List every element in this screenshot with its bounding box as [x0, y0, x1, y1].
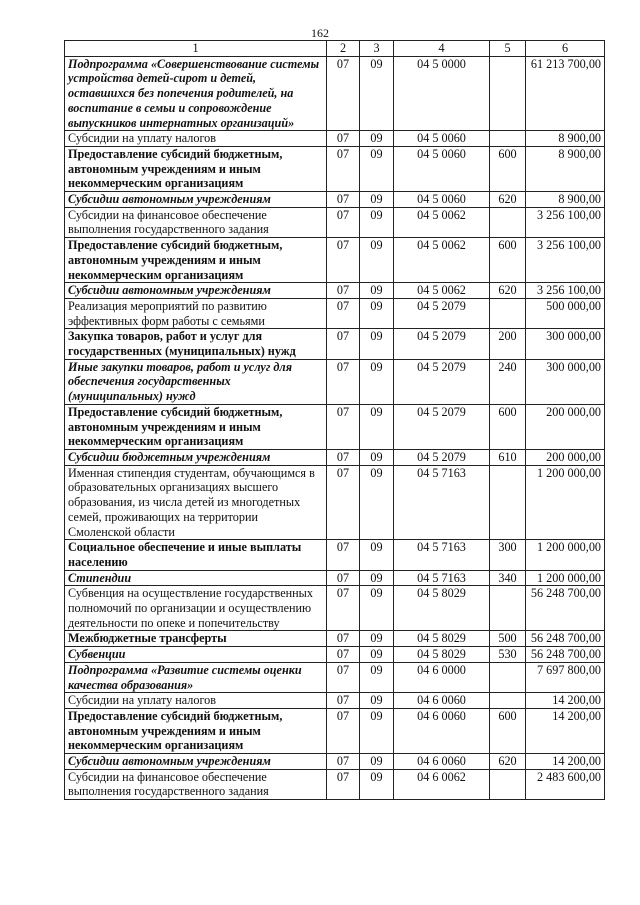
target-article-code: 04 5 8029: [394, 631, 490, 647]
amount: 300 000,00: [526, 359, 605, 404]
section-code: 07: [327, 404, 360, 449]
table-row: [65, 207, 605, 237]
amount: 2 483 600,00: [526, 769, 605, 799]
item-name: Субсидии бюджетным учреждениям: [65, 449, 327, 465]
subsection-code: 09: [360, 540, 394, 570]
table-row: [65, 238, 605, 283]
expense-type-code: 340: [490, 570, 526, 586]
section-code: 07: [327, 631, 360, 647]
section-code: 07: [327, 283, 360, 299]
table-row: [65, 708, 605, 753]
target-article-code: 04 5 0062: [394, 283, 490, 299]
expense-type-code: 600: [490, 404, 526, 449]
item-name: Социальное обеспечение и иные выплаты населению: [65, 540, 327, 570]
table-row: [65, 465, 605, 540]
amount: 500 000,00: [526, 298, 605, 328]
table-row: [65, 359, 605, 404]
table-row: [65, 586, 605, 631]
amount: 8 900,00: [526, 192, 605, 208]
subsection-code: 09: [360, 708, 394, 753]
expense-type-code: 300: [490, 540, 526, 570]
section-code: 07: [327, 662, 360, 692]
section-code: 07: [327, 693, 360, 709]
section-code: 07: [327, 192, 360, 208]
amount: 14 200,00: [526, 693, 605, 709]
expense-type-code: [490, 662, 526, 692]
expense-type-code: 500: [490, 631, 526, 647]
subsection-code: 09: [360, 329, 394, 359]
target-article-code: 04 6 0060: [394, 754, 490, 770]
target-article-code: 04 5 2079: [394, 404, 490, 449]
amount: 8 900,00: [526, 131, 605, 147]
section-code: 07: [327, 131, 360, 147]
subsection-code: 09: [360, 586, 394, 631]
item-name: Реализация мероприятий по развитию эффективных форм работы с семьями: [65, 298, 327, 328]
table-row: [65, 192, 605, 208]
amount: 56 248 700,00: [526, 631, 605, 647]
table-row: [65, 754, 605, 770]
section-code: 07: [327, 540, 360, 570]
subsection-code: 09: [360, 298, 394, 328]
section-code: 07: [327, 754, 360, 770]
amount: 200 000,00: [526, 404, 605, 449]
subsection-code: 09: [360, 662, 394, 692]
expense-type-code: [490, 207, 526, 237]
subsection-code: 09: [360, 693, 394, 709]
item-name: Субвенция на осуществление государственных полномочий по организации и осуществлению деятельности по опеке и попечительству: [65, 586, 327, 631]
item-name: Субсидии автономным учреждениям: [65, 283, 327, 299]
table-row: [65, 146, 605, 191]
budget-table: [64, 40, 605, 800]
item-name: Субсидии на финансовое обеспечение выполнения государственного задания: [65, 207, 327, 237]
target-article-code: 04 5 2079: [394, 449, 490, 465]
header-cell-2: 2: [327, 41, 360, 57]
target-article-code: 04 6 0060: [394, 708, 490, 753]
header-cell-4: 4: [394, 41, 490, 57]
target-article-code: 04 5 0060: [394, 192, 490, 208]
amount: 3 256 100,00: [526, 238, 605, 283]
table-row: [65, 56, 605, 131]
section-code: 07: [327, 586, 360, 631]
amount: 3 256 100,00: [526, 283, 605, 299]
amount: 56 248 700,00: [526, 647, 605, 663]
target-article-code: 04 6 0060: [394, 693, 490, 709]
target-article-code: 04 5 0062: [394, 238, 490, 283]
section-code: 07: [327, 647, 360, 663]
table-row: [65, 647, 605, 663]
expense-type-code: 200: [490, 329, 526, 359]
amount: 56 248 700,00: [526, 586, 605, 631]
item-name: Закупка товаров, работ и услуг для государственных (муниципальных) нужд: [65, 329, 327, 359]
expense-type-code: [490, 465, 526, 540]
section-code: 07: [327, 570, 360, 586]
subsection-code: 09: [360, 769, 394, 799]
section-code: 07: [327, 238, 360, 283]
item-name: Стипендии: [65, 570, 327, 586]
subsection-code: 09: [360, 359, 394, 404]
expense-type-code: 600: [490, 708, 526, 753]
item-name: Именная стипендия студентам, обучающимся в образовательных организациях высшего образования, из числа детей из многодетных семей, проживающих на территории Смоленской области: [65, 465, 327, 540]
table-row: [65, 540, 605, 570]
target-article-code: 04 5 0060: [394, 146, 490, 191]
target-article-code: 04 5 0000: [394, 56, 490, 131]
amount: 1 200 000,00: [526, 540, 605, 570]
target-article-code: 04 5 2079: [394, 329, 490, 359]
expense-type-code: 530: [490, 647, 526, 663]
section-code: 07: [327, 708, 360, 753]
item-name: Иные закупки товаров, работ и услуг для обеспечения государственных (муниципальных) нужд: [65, 359, 327, 404]
section-code: 07: [327, 449, 360, 465]
target-article-code: 04 5 7163: [394, 570, 490, 586]
table-row: [65, 662, 605, 692]
subsection-code: 09: [360, 192, 394, 208]
header-cell-6: 6: [526, 41, 605, 57]
item-name: Подпрограмма «Совершенствование системы устройства детей-сирот и детей, оставшихся без попечения родителей, на воспитание в семьи и сопровождение выпускников интернатных организаций»: [65, 56, 327, 131]
amount: 1 200 000,00: [526, 465, 605, 540]
amount: 3 256 100,00: [526, 207, 605, 237]
header-cell-3: 3: [360, 41, 394, 57]
subsection-code: 09: [360, 465, 394, 540]
subsection-code: 09: [360, 207, 394, 237]
amount: 8 900,00: [526, 146, 605, 191]
header-cell-1: 1: [65, 41, 327, 57]
expense-type-code: [490, 56, 526, 131]
item-name: Предоставление субсидий бюджетным, автономным учреждениям и иным некоммерческим организациям: [65, 238, 327, 283]
amount: 7 697 800,00: [526, 662, 605, 692]
table-row: [65, 693, 605, 709]
expense-type-code: 620: [490, 754, 526, 770]
expense-type-code: [490, 298, 526, 328]
subsection-code: 09: [360, 146, 394, 191]
expense-type-code: [490, 586, 526, 631]
table-row: [65, 570, 605, 586]
subsection-code: 09: [360, 56, 394, 131]
page-number: 162: [311, 26, 329, 40]
amount: 14 200,00: [526, 708, 605, 753]
target-article-code: 04 5 2079: [394, 359, 490, 404]
item-name: Субвенции: [65, 647, 327, 663]
subsection-code: 09: [360, 238, 394, 283]
header-cell-5: 5: [490, 41, 526, 57]
subsection-code: 09: [360, 631, 394, 647]
item-name: Предоставление субсидий бюджетным, автономным учреждениям и иным некоммерческим организациям: [65, 404, 327, 449]
expense-type-code: 620: [490, 192, 526, 208]
target-article-code: 04 5 8029: [394, 586, 490, 631]
amount: 14 200,00: [526, 754, 605, 770]
amount: 200 000,00: [526, 449, 605, 465]
table-body: [65, 56, 605, 799]
item-name: Субсидии на уплату налогов: [65, 131, 327, 147]
item-name: Субсидии автономным учреждениям: [65, 754, 327, 770]
expense-type-code: [490, 131, 526, 147]
table-row: [65, 404, 605, 449]
section-code: 07: [327, 56, 360, 131]
item-name: Субсидии на уплату налогов: [65, 693, 327, 709]
section-code: 07: [327, 207, 360, 237]
table-row: [65, 769, 605, 799]
subsection-code: 09: [360, 283, 394, 299]
target-article-code: 04 5 2079: [394, 298, 490, 328]
table-row: [65, 283, 605, 299]
item-name: Предоставление субсидий бюджетным, автономным учреждениям и иным некоммерческим организациям: [65, 708, 327, 753]
table-row: [65, 131, 605, 147]
subsection-code: 09: [360, 404, 394, 449]
expense-type-code: 600: [490, 238, 526, 283]
table-row: [65, 329, 605, 359]
subsection-code: 09: [360, 131, 394, 147]
section-code: 07: [327, 769, 360, 799]
table-row: [65, 298, 605, 328]
expense-type-code: 240: [490, 359, 526, 404]
table-row: [65, 631, 605, 647]
table-row: [65, 449, 605, 465]
subsection-code: 09: [360, 449, 394, 465]
expense-type-code: [490, 769, 526, 799]
section-code: 07: [327, 465, 360, 540]
section-code: 07: [327, 329, 360, 359]
header-row: [65, 41, 605, 57]
section-code: 07: [327, 298, 360, 328]
expense-type-code: 600: [490, 146, 526, 191]
amount: 300 000,00: [526, 329, 605, 359]
item-name: Субсидии на финансовое обеспечение выполнения государственного задания: [65, 769, 327, 799]
item-name: Предоставление субсидий бюджетным, автономным учреждениям и иным некоммерческим организациям: [65, 146, 327, 191]
target-article-code: 04 5 7163: [394, 465, 490, 540]
amount: 61 213 700,00: [526, 56, 605, 131]
subsection-code: 09: [360, 570, 394, 586]
subsection-code: 09: [360, 754, 394, 770]
target-article-code: 04 5 7163: [394, 540, 490, 570]
expense-type-code: 610: [490, 449, 526, 465]
amount: 1 200 000,00: [526, 570, 605, 586]
section-code: 07: [327, 359, 360, 404]
subsection-code: 09: [360, 647, 394, 663]
item-name: Межбюджетные трансферты: [65, 631, 327, 647]
target-article-code: 04 6 0000: [394, 662, 490, 692]
item-name: Подпрограмма «Развитие системы оценки качества образования»: [65, 662, 327, 692]
target-article-code: 04 5 8029: [394, 647, 490, 663]
section-code: 07: [327, 146, 360, 191]
expense-type-code: [490, 693, 526, 709]
target-article-code: 04 6 0062: [394, 769, 490, 799]
target-article-code: 04 5 0060: [394, 131, 490, 147]
item-name: Субсидии автономным учреждениям: [65, 192, 327, 208]
expense-type-code: 620: [490, 283, 526, 299]
target-article-code: 04 5 0062: [394, 207, 490, 237]
